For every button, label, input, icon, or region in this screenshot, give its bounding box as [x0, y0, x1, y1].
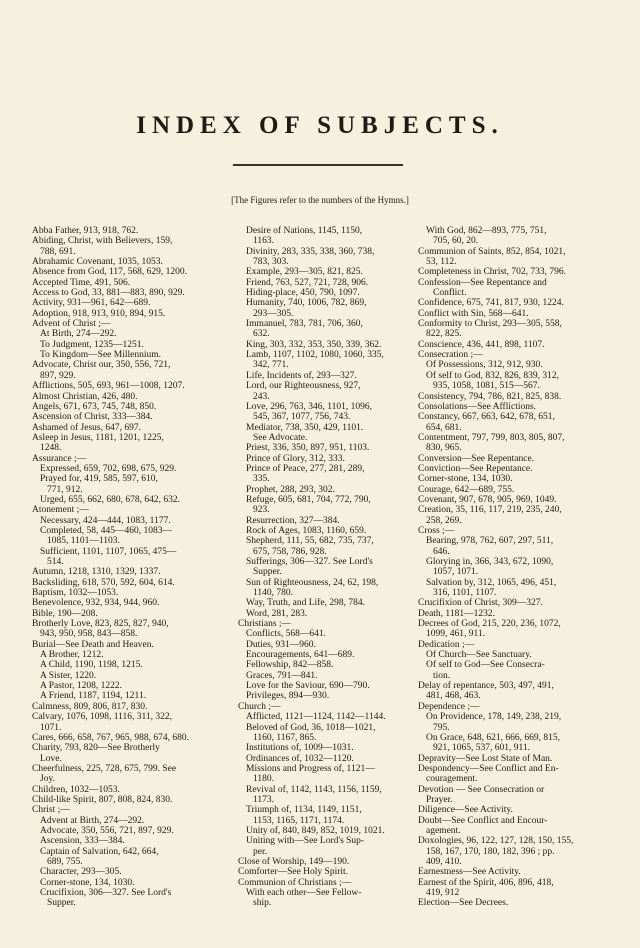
index-line: To Kingdom—See Millennium. — [40, 350, 161, 361]
index-line: 258, 269. — [426, 515, 462, 526]
index-line: Benevolence, 932, 934, 944, 960. — [32, 598, 160, 609]
index-line: Prophet, 288, 293, 302. — [246, 484, 335, 495]
index-line: Supper. — [253, 567, 282, 578]
index-line: Refuge, 605, 681, 704, 772, 790, — [246, 494, 371, 505]
index-line: Lord, our Righteousness, 927, — [246, 381, 361, 392]
index-line: Resurrection, 327—384. — [246, 515, 340, 526]
index-line: Example, 293—305, 821, 825. — [246, 267, 363, 278]
index-column-1 — [32, 226, 224, 909]
index-line: Death, 1181—1232. — [418, 608, 495, 619]
index-line: 293—305. — [253, 308, 294, 319]
index-line: Decrees of God, 215, 220, 236, 1072, — [418, 619, 561, 630]
index-line: Duties, 931—960. — [246, 639, 316, 650]
index-line: Divinity, 283, 335, 338, 360, 738, — [246, 246, 375, 257]
index-line: See Advocate. — [253, 432, 308, 443]
index-line: 342, 771. — [253, 360, 289, 371]
index-line: Abiding, Christ, with Believers, 159, — [32, 236, 173, 247]
index-line: A Child, 1190, 1198, 1215. — [40, 660, 143, 671]
index-line: Urged, 655, 662, 680, 678, 642, 632. — [40, 494, 180, 505]
index-line: Calvary, 1076, 1098, 1116, 311, 322, — [32, 712, 173, 723]
index-line: Friend, 763, 527, 721, 728, 906. — [246, 277, 369, 288]
index-line: 1160, 1167, 865. — [253, 732, 317, 743]
index-line: Earnest of the Spirit, 406, 896, 418, — [418, 877, 554, 888]
index-line: Of Possessions, 312, 912, 930. — [426, 360, 543, 371]
index-line: Depravity—See Lost State of Man. — [418, 753, 553, 764]
index-line: Doubt—See Conflict and Encour- — [418, 815, 548, 826]
index-line: Crucifixion, 306—327. See Lord's — [40, 888, 172, 898]
index-line: Of self to God, 832, 826, 839, 312, — [426, 370, 559, 381]
index-line: With each other—See Fellow- — [246, 888, 362, 898]
index-line: 822, 825. — [426, 329, 462, 340]
index-line: Christians ;— — [238, 619, 292, 630]
index-line: 921, 1065, 537, 601, 911. — [433, 743, 531, 754]
index-line: Dedication ;— — [418, 639, 475, 650]
index-line: Supper. — [47, 898, 76, 909]
index-line: Rock of Ages, 1083, 1160, 659. — [246, 525, 367, 536]
index-line: 243. — [253, 391, 270, 402]
index-line: 545, 367, 1077, 756, 743. — [253, 412, 351, 423]
index-line: Encouragements, 641—689. — [246, 650, 355, 661]
index-line: Advent of Christ ;— — [32, 319, 111, 330]
index-line: Completed, 58, 445—460, 1083— — [40, 525, 172, 536]
index-line: Glorying in, 366, 343, 672, 1090, — [426, 557, 554, 567]
index-line: Lamb, 1107, 1102, 1080, 1060, 335, — [246, 350, 384, 361]
index-line: Access to God, 33, 881—883, 890, 929. — [32, 288, 185, 299]
index-line: Assurance ;— — [32, 453, 87, 464]
index-line: Confession—See Repentance and — [418, 277, 547, 288]
index-line: Missions and Progress of, 1121— — [246, 763, 375, 774]
index-line: 654, 681. — [426, 422, 462, 433]
index-line: Conflicts, 568—641. — [246, 629, 326, 640]
index-line: Cheerfulness, 225, 728, 675, 799. See — [32, 763, 177, 774]
index-line: Humanity, 740, 1006, 782, 869, — [246, 298, 367, 309]
index-line: Activity, 931—961, 642—689. — [32, 298, 151, 309]
index-line: At Birth, 274—292. — [40, 329, 117, 340]
index-line: Diligence—See Activity. — [418, 805, 513, 816]
index-line: 830, 965. — [426, 443, 462, 454]
index-line: Bearing, 978, 762, 607, 297, 511, — [426, 536, 554, 547]
index-line: Creation, 35, 116, 117, 219, 235, 240, — [418, 505, 562, 516]
index-line: 1071. — [40, 722, 62, 733]
index-line: Almost Christian, 426, 480. — [32, 391, 138, 402]
index-line: Mediator, 738, 350, 429, 1101. — [246, 422, 364, 433]
figures-note: [The Figures refer to the numbers of the Hymns.] — [231, 195, 409, 205]
index-line: Calmness, 809, 806, 817, 830. — [32, 701, 148, 712]
index-line: 705, 60, 20. — [433, 236, 479, 247]
index-line: Child-like Spirit, 807, 808, 824, 830. — [32, 794, 173, 805]
index-line: Accepted Time, 491, 506. — [32, 277, 131, 288]
index-line: Character, 293—305. — [40, 867, 122, 878]
index-line: Word, 281, 283. — [246, 608, 308, 619]
title-rule — [233, 164, 403, 166]
index-column-3 — [418, 226, 610, 909]
index-line: Love for the Saviour, 690—790. — [246, 681, 370, 692]
index-line: 1248. — [40, 443, 62, 454]
index-line: Fellowship, 842—858. — [246, 660, 334, 671]
index-line: Communion of Christians ;— — [238, 877, 352, 888]
index-line: A Friend, 1187, 1194, 1211. — [40, 691, 147, 702]
index-line: Dependence ;— — [418, 701, 480, 712]
index-line: Cross ;— — [418, 525, 455, 536]
index-line: On Providence, 178, 149, 238, 219, — [426, 712, 562, 723]
index-line: Desire of Nations, 1145, 1150, — [246, 226, 363, 236]
index-line: A Sister, 1220. — [40, 670, 97, 681]
index-line: Consolations—See Afflictions. — [418, 401, 537, 412]
index-line: Of Church—See Sanctuary. — [426, 650, 532, 661]
index-line: Abba Father, 913, 918, 762. — [32, 226, 139, 236]
index-line: Prince of Glory, 312, 333. — [246, 453, 345, 464]
index-line: Earnestness—See Activity. — [418, 867, 521, 878]
index-line: Conflict. — [433, 288, 467, 299]
index-line: 1085, 1101—1103. — [47, 536, 120, 547]
index-line: Joy. — [40, 774, 55, 785]
index-line: 689, 755. — [47, 856, 83, 867]
index-line: 935, 1058, 1081, 515—567. — [433, 381, 540, 392]
index-line: 675, 758, 786, 928. — [253, 546, 327, 557]
index-line: Children, 1032—1053. — [32, 784, 120, 795]
index-line: Communion of Saints, 852, 854, 1021, — [418, 246, 566, 257]
index-line: With God, 862—893, 775, 751, — [426, 226, 547, 236]
index-line: Consistency, 794, 786, 821, 825, 838. — [418, 391, 562, 402]
index-line: Priest, 336, 350, 897, 951, 1103. — [246, 443, 370, 454]
index-line: Love, 296, 763, 346, 1101, 1096, — [246, 401, 373, 412]
index-line: 943, 950, 958, 843—858. — [40, 629, 138, 640]
index-line: 419, 912 — [426, 888, 460, 898]
index-line: 53, 112. — [426, 257, 457, 268]
index-line: 646. — [433, 546, 450, 557]
index-line: A Brother, 1212. — [40, 650, 104, 661]
index-line: Shepherd, 111, 55, 682, 735, 737, — [246, 536, 374, 547]
index-line: Afflicted, 1121—1124, 1142—1144. — [246, 712, 386, 723]
index-line: Graces, 791—841. — [246, 670, 318, 681]
index-line: Unity of, 840, 849, 852, 1019, 1021. — [246, 825, 385, 836]
index-line: Church ;— — [238, 701, 281, 712]
index-line: Necessary, 424—444, 1083, 1177. — [40, 515, 171, 526]
index-line: couragement. — [426, 774, 478, 785]
index-line: tion. — [433, 670, 451, 681]
index-line: Advocate, 350, 556, 721, 897, 929. — [40, 825, 174, 836]
index-line: per. — [253, 846, 267, 857]
index-line: Despondency—See Conflict and En- — [418, 763, 559, 774]
index-line: On Grace, 648, 621, 666, 669, 815, — [426, 732, 561, 743]
index-line: Charity, 793, 820—See Brotherly — [32, 743, 160, 754]
index-line: Way, Truth, and Life, 298, 784. — [246, 598, 365, 609]
index-line: Burial—See Death and Heaven. — [32, 639, 154, 650]
index-line: Captain of Salvation, 642, 664, — [40, 846, 159, 857]
index-line: Privileges, 894—930. — [246, 691, 330, 702]
index-line: Sun of Righteousness, 24, 62, 198, — [246, 577, 379, 588]
index-line: Consecration ;— — [418, 350, 483, 361]
index-line: Corner-stone, 134, 1030. — [40, 877, 135, 888]
index-line: Institutions of, 1009—1031. — [246, 743, 354, 754]
index-line: Ascension, 333—384. — [40, 836, 125, 847]
index-line: Constancy, 667, 663, 642, 678, 651, — [418, 412, 555, 423]
index-line: agement. — [426, 825, 461, 836]
index-line: Completeness in Christ, 702, 733, 796. — [418, 267, 567, 278]
index-line: Corner-stone, 134, 1030. — [418, 474, 513, 485]
index-line: King, 303, 332, 353, 350, 339, 362. — [246, 339, 382, 350]
index-line: 632. — [253, 329, 270, 340]
index-line: Ascension of Christ, 333—384. — [32, 412, 153, 423]
index-line: Asleep in Jesus, 1181, 1201, 1225, — [32, 432, 164, 443]
index-line: Bible, 190—208. — [32, 608, 98, 619]
index-line: Confidence, 675, 741, 817, 930, 1224. — [418, 298, 564, 309]
index-line: Conformity to Christ, 293—305, 558, — [418, 319, 562, 330]
index-line: Contentment, 797, 799, 803, 805, 807, — [418, 432, 565, 443]
index-line: Crucifixion of Christ, 309—327. — [418, 598, 543, 609]
index-line: Adoption, 918, 913, 910, 894, 915. — [32, 308, 166, 319]
index-line: Sufferings, 306—327. See Lord's — [246, 557, 373, 567]
index-line: 514. — [47, 557, 64, 567]
index-line: Christ ;— — [32, 805, 70, 816]
index-line: Prayed for, 419, 585, 597, 610, — [40, 474, 158, 485]
index-line: Salvation by, 312, 1065, 496, 451, — [426, 577, 557, 588]
index-line: 1057, 1071. — [433, 567, 479, 578]
index-line: Autumn, 1218, 1310, 1329, 1337. — [32, 567, 161, 578]
index-line: 158, 167, 170, 180, 182, 396 ; pp. — [426, 846, 555, 857]
index-line: Expressed, 659, 702, 698, 675, 929. — [40, 463, 177, 474]
index-line: Afflictions, 505, 693, 961—1008, 1207. — [32, 381, 185, 392]
index-line: Hiding-place, 450, 790, 1097. — [246, 288, 360, 299]
index-line: 897, 929. — [40, 370, 76, 381]
index-line: 316, 1101, 1107. — [433, 588, 497, 599]
page-title: INDEX OF SUBJECTS. — [136, 112, 504, 139]
index-line: 409, 410. — [426, 856, 462, 867]
index-line: Conviction—See Repentance. — [418, 463, 533, 474]
index-line: Delay of repentance, 503, 497, 491, — [418, 681, 554, 692]
index-line: Conflict with Sin, 568—641. — [418, 308, 529, 319]
index-line: Atonement ;— — [32, 505, 89, 516]
index-line: Advocate, Christ our, 350, 556, 721, — [32, 360, 171, 371]
index-line: Triumph of, 1134, 1149, 1151, — [246, 805, 362, 816]
index-line: Of self to God—See Consecra- — [426, 660, 545, 671]
index-line: Covenant, 907, 678, 905, 969, 1049. — [418, 494, 557, 505]
index-line: Comforter—See Holy Spirit. — [238, 867, 349, 878]
index-line: Close of Worship, 149—190. — [238, 856, 350, 867]
index-line: 1163. — [253, 236, 275, 247]
index-line: Life, Incidents of, 293—327. — [246, 370, 357, 381]
index-line: Ashamed of Jesus, 647, 697. — [32, 422, 141, 433]
index-line: Advent at Birth, 274—292. — [40, 815, 145, 826]
index-line: 1153, 1165, 1171, 1174. — [253, 815, 345, 826]
index-line: Prayer. — [426, 794, 453, 805]
index-line: Baptism, 1032—1053. — [32, 588, 119, 599]
index-line: 1099, 461, 911. — [426, 629, 486, 640]
index-line: Cares, 666, 658, 767, 965, 988, 674, 680. — [32, 732, 190, 743]
index-line: Immanuel, 783, 781, 706, 360, — [246, 319, 363, 330]
index-line: 1180. — [253, 774, 275, 785]
index-line: Love. — [40, 753, 62, 764]
index-line: 795. — [433, 722, 450, 733]
index-line: 335. — [253, 474, 270, 485]
index-column-2 — [238, 226, 430, 909]
index-line: 771, 912. — [47, 484, 83, 495]
index-line: Ordinances of, 1032—1120. — [246, 753, 354, 764]
index-line: To Judgment, 1235—1251. — [40, 339, 144, 350]
index-line: Prince of Peace, 277, 281, 289, — [246, 463, 365, 474]
index-line: Beloved of God, 36, 1018—1021, — [246, 722, 376, 733]
index-line: Backsliding, 618, 570, 592, 604, 614. — [32, 577, 175, 588]
index-line: Sufficient, 1101, 1107, 1065, 475— — [40, 546, 177, 557]
index-line: Conversion—See Repentance. — [418, 453, 535, 464]
index-line: 788, 691. — [40, 246, 76, 257]
index-line: ship. — [253, 898, 272, 909]
index-line: Courage, 642—689, 755. — [418, 484, 515, 495]
index-line: 481, 468, 463. — [426, 691, 481, 702]
index-line: Absence from God, 117, 568, 629, 1200. — [32, 267, 188, 278]
index-line: Conscience, 436, 441, 898, 1107. — [418, 339, 545, 350]
index-line: 923. — [253, 505, 270, 516]
index-line: Election—See Decrees. — [418, 898, 509, 909]
index-line: Abrahamic Covenant, 1035, 1053. — [32, 257, 163, 268]
index-line: 1173. — [253, 794, 275, 805]
index-line: Doxologies, 96, 122, 127, 128, 150, 155, — [418, 836, 574, 847]
index-line: Devotion — See Consecration or — [418, 784, 545, 795]
index-line: 1140, 780. — [253, 588, 294, 599]
index-line: Brotherly Love, 823, 825, 827, 940, — [32, 619, 169, 630]
index-line: Revival of, 1142, 1143, 1156, 1159, — [246, 784, 382, 795]
index-line: Uniting with—See Lord's Sup- — [246, 836, 365, 847]
index-line: A Pastor, 1208, 1222. — [40, 681, 122, 692]
index-line: 783, 303. — [253, 257, 289, 268]
index-line: Angels, 671, 673, 745, 748, 850. — [32, 401, 157, 412]
